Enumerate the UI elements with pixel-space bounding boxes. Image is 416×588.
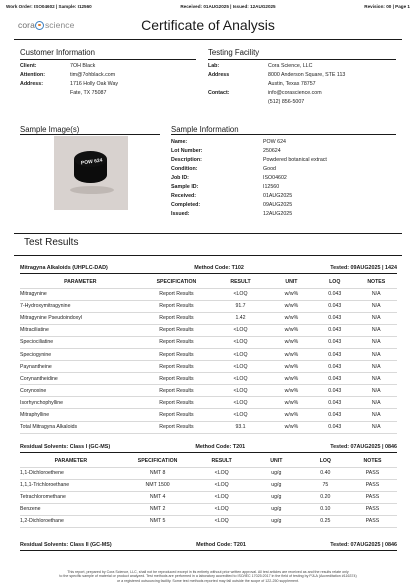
table-cell: 91.7: [235, 303, 246, 310]
table-cell: w/w%: [284, 315, 299, 322]
customer-info-heading: Customer Information: [20, 48, 95, 57]
legal-footer: [8, 570, 408, 583]
table-cell: Paynantheine: [20, 363, 52, 370]
table-cell: ug/g: [271, 482, 282, 489]
table-row: [20, 385, 397, 397]
table-cell: 0.043: [328, 387, 342, 394]
table-cell: Report Results: [159, 387, 194, 394]
column-header: UNIT: [270, 457, 283, 464]
footer-line: to the specific sample of material or product analyzed. Test methods are performed in a laboratory accredited to ISO/IEC 17025:2017 in the field of testing by PJLA (Accreditation #116374): [59, 574, 357, 579]
table-cell: <LOQ: [214, 518, 229, 525]
facility-value: 8000 Anderson Square, STE 113: [268, 71, 346, 78]
table-row: [20, 491, 397, 503]
table-cell: 0.043: [328, 363, 342, 370]
table-row: [20, 409, 397, 421]
residual-solvents-class1-section: [20, 442, 397, 528]
table-cell: <LOQ: [233, 363, 248, 370]
sample-label: Condition:: [171, 165, 198, 172]
table-cell: PASS: [365, 518, 380, 525]
column-header: LOQ: [329, 278, 341, 285]
sample-value: POW 624: [263, 138, 286, 145]
customer-info-block: [20, 61, 200, 98]
table-row: [20, 467, 397, 479]
work-order-info: Work Order: ISO04602 | Sample: I12560: [6, 4, 92, 9]
customer-label: Address:: [20, 80, 43, 87]
table-cell: <LOQ: [233, 387, 248, 394]
table-cell: w/w%: [284, 399, 299, 406]
column-header: LOQ: [319, 457, 331, 464]
logo-text-cora: cora: [18, 20, 35, 30]
sample-label: Job ID:: [171, 174, 189, 181]
table-row: [20, 336, 397, 348]
table-row: [20, 348, 397, 360]
table-cell: 1,1,1-Trichloroethane: [20, 482, 70, 489]
table-cell: <LOQ: [233, 399, 248, 406]
table-cell: Report Results: [159, 315, 194, 322]
table-cell: 0.043: [328, 339, 342, 346]
table-cell: PASS: [365, 470, 380, 477]
solvents2-title-divider: [20, 550, 397, 551]
sample-value: 12AUG2025: [263, 210, 293, 217]
facility-value: Cora Science, LLC: [268, 62, 313, 69]
table-cell: N/A: [371, 424, 381, 431]
testing-facility-divider: [208, 59, 396, 60]
received-issued-info: Received: 01AUG2025 | Issued: 12AUG2025: [180, 4, 276, 9]
mitragyna-table-body: [20, 288, 397, 433]
table-cell: N/A: [371, 399, 381, 406]
column-header: PARAMETER: [64, 278, 97, 285]
table-row: [20, 397, 397, 409]
sample-info-block: [171, 137, 396, 218]
table-row: [20, 515, 397, 527]
table-cell: N/A: [371, 327, 381, 334]
table-cell: NMT 8: [149, 470, 166, 477]
facility-value: info@corascience.com: [268, 90, 322, 97]
table-cell: N/A: [371, 387, 381, 394]
table-cell: 0.20: [320, 494, 331, 501]
table-cell: Isorhynchophylline: [20, 399, 63, 406]
table-row: [20, 300, 397, 312]
table-cell: 0.043: [328, 291, 342, 298]
table-cell: 1,1-Dichloroethene: [20, 470, 64, 477]
table-cell: Total Mitragyna Alkaloids: [20, 424, 78, 431]
sample-value: ISO04602: [263, 174, 287, 181]
column-header: SPECIFICATION: [156, 278, 197, 285]
column-header: UNIT: [285, 278, 298, 285]
column-header: PARAMETER: [54, 457, 88, 464]
table-cell: Report Results: [159, 327, 194, 334]
table-cell: <LOQ: [214, 494, 229, 501]
table-cell: 0.043: [328, 303, 342, 310]
table-cell: 93.1: [235, 424, 246, 431]
table-cell: Speciogynine: [20, 351, 52, 358]
sample-value: 250624: [263, 147, 281, 154]
solvents1-table-body: [20, 467, 397, 527]
customer-value: tim@7ohblack.com: [70, 71, 116, 78]
table-cell: w/w%: [284, 351, 299, 358]
logo-text-science: science: [44, 20, 75, 30]
footer-line: This report, prepared by Cora Science, LLC, shall not be reproduced except in its entirety without prior written approval. All test articles are received as and the results relate only: [67, 570, 349, 574]
testing-facility-block: [208, 61, 398, 107]
table-header-row: [20, 455, 397, 467]
test-results-heading: Test Results: [24, 237, 79, 248]
facility-label: Contact:: [208, 90, 230, 97]
facility-value: (512) 856-5007: [268, 99, 305, 106]
mitragyna-title-divider: [20, 273, 397, 274]
table-cell: ug/g: [271, 506, 282, 513]
table-row: [20, 361, 397, 373]
solvents2-tested: Tested: 07AUG2025 | 0846: [330, 542, 397, 548]
table-cell: N/A: [371, 315, 381, 322]
table-cell: Report Results: [159, 291, 194, 298]
table-cell: ug/g: [271, 494, 282, 501]
table-cell: <LOQ: [233, 291, 248, 298]
test-results-top-divider: [14, 233, 402, 234]
mitragyna-tested: Tested: 09AUG2025 | 1424: [330, 265, 397, 271]
table-cell: 0.043: [328, 411, 342, 418]
table-cell: w/w%: [284, 327, 299, 334]
customer-label: Client:: [20, 62, 37, 69]
sample-info-heading: Sample Information: [171, 125, 239, 134]
customer-value: Fate, TX 75087: [70, 90, 107, 97]
table-cell: ug/g: [271, 518, 282, 525]
mitragyna-title: Mitragyna Alkaloids (UHPLC-DAD): [20, 265, 108, 271]
table-cell: PASS: [365, 506, 380, 513]
table-cell: N/A: [371, 291, 381, 298]
facility-label: Address: [208, 71, 230, 78]
column-header: RESULT: [230, 278, 251, 285]
table-cell: N/A: [371, 375, 381, 382]
sample-info-divider: [171, 134, 396, 135]
table-header-row: [20, 276, 397, 288]
sample-value: 09AUG2025: [263, 201, 293, 208]
sample-value: 01AUG2025: [263, 192, 293, 199]
table-cell: 7-Hydroxymitragynine: [20, 303, 71, 310]
sample-label: Description:: [171, 156, 202, 163]
column-header: SPECIFICATION: [137, 457, 178, 464]
solvents1-method: Method Code: T201: [195, 444, 246, 450]
table-cell: Report Results: [159, 363, 194, 370]
table-cell: <LOQ: [214, 482, 229, 489]
table-cell: N/A: [371, 303, 381, 310]
table-cell: w/w%: [284, 339, 299, 346]
document-top-bar: [6, 4, 410, 12]
footer-line: or a registered outsourcing facility. Some test methods reported may fall outside the scope of 122-250 supplement.: [116, 578, 300, 583]
table-cell: NMT 5: [149, 518, 166, 525]
table-row: [20, 312, 397, 324]
table-cell: N/A: [371, 339, 381, 346]
table-cell: w/w%: [284, 363, 299, 370]
sample-label: Completed:: [171, 201, 201, 208]
table-cell: Report Results: [159, 411, 194, 418]
solvents1-tested: Tested: 07AUG2025 | 0846: [330, 444, 397, 450]
facility-label: Lab:: [208, 62, 220, 69]
table-cell: Corynantheidine: [20, 375, 58, 382]
table-cell: ug/g: [271, 470, 282, 477]
sample-label: Name:: [171, 138, 188, 145]
table-cell: w/w%: [284, 387, 299, 394]
sample-label: Received:: [171, 192, 197, 199]
table-cell: Speciociliatine: [20, 339, 54, 346]
table-cell: w/w%: [284, 291, 299, 298]
document-header: [14, 15, 402, 37]
table-cell: Mitraciliatine: [20, 327, 49, 334]
table-cell: 0.043: [328, 315, 342, 322]
table-cell: Report Results: [159, 351, 194, 358]
residual-solvents-class2-section: [20, 540, 397, 550]
mitragyna-method: Method Code: T102: [194, 265, 244, 271]
table-cell: Report Results: [159, 303, 194, 310]
solvents1-title: Residual Solvents: Class I (GC-MS): [20, 444, 111, 450]
mitragyna-alkaloids-section: [20, 263, 397, 434]
sample-label: Lot Number:: [171, 147, 203, 154]
table-cell: Corynoxine: [20, 387, 47, 394]
customer-label: Attention:: [20, 71, 46, 78]
mitragyna-table: [20, 276, 397, 434]
sample-photo: [54, 136, 128, 210]
table-row: [20, 503, 397, 515]
table-cell: Report Results: [159, 399, 194, 406]
table-cell: 0.043: [328, 327, 342, 334]
page-title: Certificate of Analysis: [141, 17, 275, 33]
table-cell: w/w%: [284, 424, 299, 431]
column-header: NOTES: [367, 278, 386, 285]
table-cell: Report Results: [159, 339, 194, 346]
sample-label: Issued:: [171, 210, 190, 217]
table-cell: NMT 4: [149, 494, 166, 501]
testing-facility-heading: Testing Facility: [208, 48, 260, 57]
table-row: [20, 421, 397, 433]
table-cell: <LOQ: [214, 470, 229, 477]
table-cell: 0.25: [320, 518, 331, 525]
solvents2-method: Method Code: T201: [196, 542, 246, 548]
header-divider: [14, 39, 402, 40]
sample-label: Sample ID:: [171, 183, 199, 190]
table-cell: NMT 2: [149, 506, 166, 513]
solvents2-title: Residual Solvents: Class II (GC-MS): [20, 542, 112, 548]
facility-value: Austin, Texas 78757: [268, 80, 316, 87]
mitragyna-title-bar: [20, 263, 397, 273]
table-cell: <LOQ: [233, 339, 248, 346]
table-cell: N/A: [371, 363, 381, 370]
table-cell: w/w%: [284, 411, 299, 418]
sample-images-divider: [20, 134, 160, 135]
table-cell: 0.043: [328, 351, 342, 358]
table-row: [20, 324, 397, 336]
table-cell: Mitragynine Pseudoindoxyl: [20, 315, 82, 322]
table-cell: PASS: [365, 494, 380, 501]
table-cell: 0.10: [320, 506, 331, 513]
table-cell: <LOQ: [214, 506, 229, 513]
sample-value: Powdered botanical extract: [263, 156, 327, 163]
customer-value: 7OH Black: [70, 62, 96, 69]
table-cell: Mitragynine: [20, 291, 47, 298]
sample-images-heading: Sample Image(s): [20, 125, 80, 134]
table-cell: Report Results: [159, 375, 194, 382]
table-cell: 1.42: [235, 315, 246, 322]
customer-info-divider: [20, 59, 196, 60]
table-cell: 0.043: [328, 424, 342, 431]
table-cell: N/A: [371, 411, 381, 418]
table-cell: 0.40: [320, 470, 331, 477]
table-cell: <LOQ: [233, 327, 248, 334]
table-cell: Mitraphylline: [20, 411, 50, 418]
table-row: [20, 479, 397, 491]
table-cell: Report Results: [159, 424, 194, 431]
solvents2-title-bar: [20, 540, 397, 550]
solvents1-title-divider: [20, 452, 397, 453]
sample-jar-image: [74, 151, 107, 189]
table-cell: 1,2-Dichloroethane: [20, 518, 64, 525]
table-cell: Tetrachloromethane: [20, 494, 66, 501]
customer-value: 1716 Holly Oak Way: [70, 80, 119, 87]
jar-label-text: POW 624: [80, 157, 103, 167]
test-results-bottom-divider: [14, 255, 402, 256]
solvents1-title-bar: [20, 442, 397, 452]
table-cell: w/w%: [284, 303, 299, 310]
table-cell: PASS: [365, 482, 380, 489]
solvents1-table: [20, 455, 397, 528]
column-header: RESULT: [211, 457, 232, 464]
table-row: [20, 288, 397, 300]
table-cell: NMT 1500: [145, 482, 170, 489]
table-cell: N/A: [371, 351, 381, 358]
table-cell: <LOQ: [233, 411, 248, 418]
table-cell: Benzene: [20, 506, 41, 513]
revision-page-info: Revision: 00 | Page 1: [364, 4, 410, 9]
table-cell: <LOQ: [233, 375, 248, 382]
table-row: [20, 373, 397, 385]
table-cell: <LOQ: [233, 351, 248, 358]
column-header: NOTES: [363, 457, 382, 464]
sample-value: I12560: [263, 183, 280, 190]
table-cell: 0.043: [328, 375, 342, 382]
table-cell: 75: [322, 482, 329, 489]
sample-value: Good: [263, 165, 276, 172]
table-cell: 0.043: [328, 399, 342, 406]
table-cell: w/w%: [284, 375, 299, 382]
